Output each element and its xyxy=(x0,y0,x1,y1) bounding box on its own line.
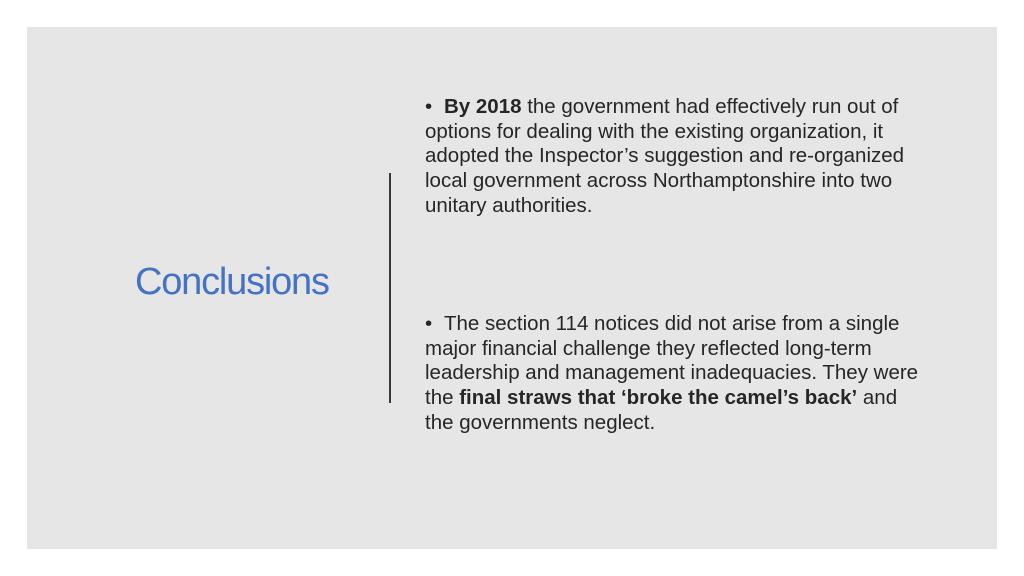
bullet-text-before: The section 114 notices did not arise from a single major financial challenge they reflected long-term leadership and management inadequacies. They were the xyxy=(425,312,919,410)
bullet-icon: • xyxy=(425,95,433,118)
slide xyxy=(27,27,997,549)
bullet-icon: • xyxy=(425,312,433,335)
bullet-point-2 xyxy=(425,312,925,436)
vertical-divider xyxy=(389,173,391,403)
bullet-bold-lead: By 2018 xyxy=(444,95,522,118)
bullet-bold-phrase: final straws that ‘broke the camel’s back’ xyxy=(459,386,858,410)
bullet-paragraph-2 xyxy=(425,312,925,436)
bullet-paragraph-1 xyxy=(425,95,925,219)
bullet-text-after: and the governments neglect. xyxy=(425,386,898,434)
bullet-point-1 xyxy=(425,95,925,219)
slide-title: Conclusions xyxy=(135,261,329,303)
bullet-text: the government had effectively run out of options for dealing with the existing organization, it adopted the Inspector’s suggestion and re-organized local government across Northamptonshire into two unitary authorities. xyxy=(425,95,905,217)
